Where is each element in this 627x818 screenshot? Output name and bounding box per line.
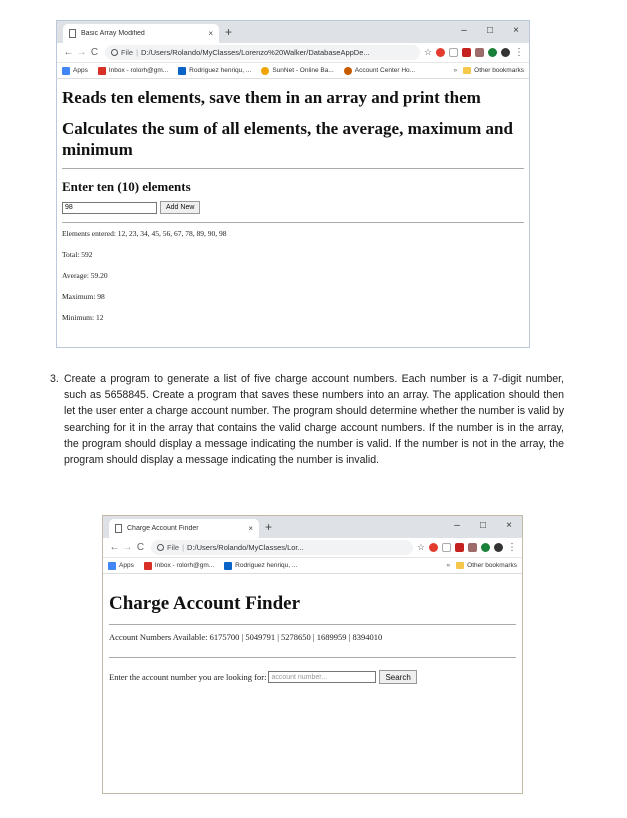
folder-icon: [456, 562, 464, 569]
other-bookmarks-button[interactable]: Other bookmarks: [467, 562, 517, 569]
bookmark-label: Rodriguez henriqu, ...: [235, 562, 298, 569]
bookmark-account-center[interactable]: [344, 67, 415, 75]
address-input[interactable]: [151, 540, 413, 555]
info-icon[interactable]: [157, 544, 164, 551]
maximize-button[interactable]: □: [486, 25, 494, 36]
problem-text: Create a program to generate a list of five charge account numbers. Each number is a 7-digit number, such as 5658845. Create a program that saves these numbers into an array. The application should then let the user enter a charge account number. The program should determine whether the number is valid by searching for it in the array that contains the valid charge account numbers. If the number is in the array, the program should display a message indicating the number is valid. If the number is not in the array, the program should display a message indicating the number is invalid.: [64, 373, 564, 467]
menu-kebab-icon[interactable]: ⋮: [507, 541, 517, 553]
opera-extension-icon[interactable]: [429, 543, 438, 552]
document-icon: [69, 29, 76, 38]
page-title: Charge Account Finder: [109, 593, 301, 614]
info-icon[interactable]: [111, 49, 118, 56]
reader-extension-icon[interactable]: [449, 48, 458, 57]
search-form: [109, 670, 516, 684]
extension-icons: [424, 47, 524, 58]
divider: [62, 222, 524, 223]
outlook-icon: [224, 562, 232, 570]
opera-extension-icon[interactable]: [436, 48, 445, 57]
bookmark-star-icon[interactable]: ☆: [423, 47, 432, 57]
maximize-button[interactable]: □: [479, 520, 487, 531]
onenote-extension-icon[interactable]: [462, 48, 471, 57]
tab-basic-array[interactable]: [63, 24, 219, 43]
elements-entered-text: Elements entered: 12, 23, 34, 45, 56, 67, 78, 89, 90, 98: [62, 229, 227, 238]
heading-enter-elements: Enter ten (10) elements: [62, 179, 191, 194]
add-new-button[interactable]: Add New: [160, 201, 200, 214]
browser-window-charge-account: [102, 515, 523, 794]
new-tab-button[interactable]: +: [225, 25, 233, 39]
close-window-button[interactable]: ×: [513, 25, 519, 36]
add-element-form: [62, 201, 524, 214]
bookmark-apps[interactable]: [108, 562, 134, 570]
profile-avatar-icon[interactable]: [501, 48, 510, 57]
address-bar-row: [103, 538, 522, 558]
page-content: [103, 574, 522, 684]
tab-strip: [103, 516, 522, 538]
tab-strip: [57, 21, 529, 43]
minimize-button[interactable]: –: [454, 520, 460, 531]
bookmarks-right: [454, 67, 524, 74]
maximum-text: Maximum: 98: [62, 292, 105, 301]
bookmark-label: Inbox - rolorh@gm...: [108, 67, 169, 74]
divider: [109, 657, 516, 658]
new-tab-button[interactable]: +: [265, 520, 273, 534]
reload-button[interactable]: C: [90, 47, 99, 58]
account-numbers-text: Account Numbers Available: 6175700 | 5049791 | 5278650 | 1689959 | 8394010: [109, 632, 383, 642]
address-url: D:/Users/Rolando/MyClasses/Lorenzo%20Walker/DatabaseAppDe...: [141, 48, 370, 57]
average-text: Average: 59.20: [62, 271, 108, 280]
evernote-extension-icon[interactable]: [488, 48, 497, 57]
address-input[interactable]: [105, 45, 420, 60]
back-button[interactable]: ←: [109, 542, 120, 553]
bookmark-label: Apps: [119, 562, 134, 569]
pdf-extension-icon[interactable]: [475, 48, 484, 57]
other-bookmarks-button[interactable]: Other bookmarks: [474, 67, 524, 74]
account-center-icon: [344, 67, 352, 75]
menu-kebab-icon[interactable]: ⋮: [514, 46, 524, 58]
account-number-input[interactable]: account number...: [268, 671, 376, 683]
problem-number: 3.: [50, 373, 59, 385]
forward-button[interactable]: →: [122, 542, 133, 553]
file-label: File: [167, 543, 180, 552]
bookmark-rodriguez[interactable]: [224, 562, 297, 570]
address-separator: |: [136, 48, 139, 57]
element-input[interactable]: 98: [62, 202, 157, 214]
bookmark-inbox[interactable]: [98, 67, 168, 75]
sunnet-icon: [261, 67, 269, 75]
profile-avatar-icon[interactable]: [494, 543, 503, 552]
reload-button[interactable]: C: [136, 542, 145, 553]
gmail-icon: [144, 562, 152, 570]
document-icon: [115, 524, 122, 533]
bookmark-star-icon[interactable]: ☆: [416, 542, 425, 552]
bookmark-label: Apps: [73, 67, 88, 74]
tab-title: Basic Array Modified: [81, 30, 145, 37]
pdf-extension-icon[interactable]: [468, 543, 477, 552]
address-url: D:/Users/Rolando/MyClasses/Lor...: [187, 543, 304, 552]
close-window-button[interactable]: ×: [506, 520, 512, 531]
bookmarks-more-button[interactable]: »: [446, 562, 451, 569]
bookmark-label: SunNet - Online Ba...: [272, 67, 334, 74]
browser-window-basic-array: [56, 20, 530, 348]
apps-grid-icon: [108, 562, 116, 570]
outlook-icon: [178, 67, 186, 75]
bookmarks-more-button[interactable]: »: [453, 67, 458, 74]
gmail-icon: [98, 67, 106, 75]
minimum-text: Minimum: 12: [62, 313, 104, 322]
heading-calculates: Calculates the sum of all elements, the average, maximum and minimum: [62, 119, 513, 159]
bookmark-rodriguez[interactable]: [178, 67, 251, 75]
apps-grid-icon: [62, 67, 70, 75]
divider: [62, 168, 524, 169]
onenote-extension-icon[interactable]: [455, 543, 464, 552]
bookmarks-bar: [103, 558, 522, 574]
window-controls: [451, 21, 529, 43]
file-label: File: [121, 48, 134, 57]
tab-close-icon[interactable]: ×: [208, 29, 213, 38]
forward-button[interactable]: →: [76, 47, 87, 58]
address-separator: |: [182, 543, 185, 552]
tab-close-icon[interactable]: ×: [248, 524, 253, 533]
bookmark-label: Inbox - rolorh@gm...: [154, 562, 215, 569]
heading-reads-elements: Reads ten elements, save them in an array and print them: [62, 88, 481, 107]
minimize-button[interactable]: –: [461, 25, 467, 36]
bookmarks-right: [447, 562, 517, 569]
bookmarks-bar: [57, 63, 529, 79]
evernote-extension-icon[interactable]: [481, 543, 490, 552]
window-controls: [444, 516, 522, 538]
problem-3: [50, 371, 564, 468]
back-button[interactable]: ←: [63, 47, 74, 58]
search-label: Enter the account number you are looking for:: [109, 672, 267, 682]
tab-title: Charge Account Finder: [127, 525, 199, 532]
bookmark-apps[interactable]: [62, 67, 88, 75]
bookmark-inbox[interactable]: [144, 562, 214, 570]
bookmark-label: Rodriguez henriqu, ...: [189, 67, 252, 74]
bookmark-sunnet[interactable]: [261, 67, 333, 75]
search-button[interactable]: Search: [379, 670, 416, 684]
reader-extension-icon[interactable]: [442, 543, 451, 552]
page-content: [57, 79, 529, 322]
bookmark-label: Account Center Ho...: [354, 67, 416, 74]
address-bar-row: [57, 43, 529, 63]
total-text: Total: 592: [62, 250, 93, 259]
divider: [109, 624, 516, 625]
extension-icons: [417, 542, 517, 553]
folder-icon: [463, 67, 471, 74]
tab-charge-account-finder[interactable]: [109, 519, 259, 538]
